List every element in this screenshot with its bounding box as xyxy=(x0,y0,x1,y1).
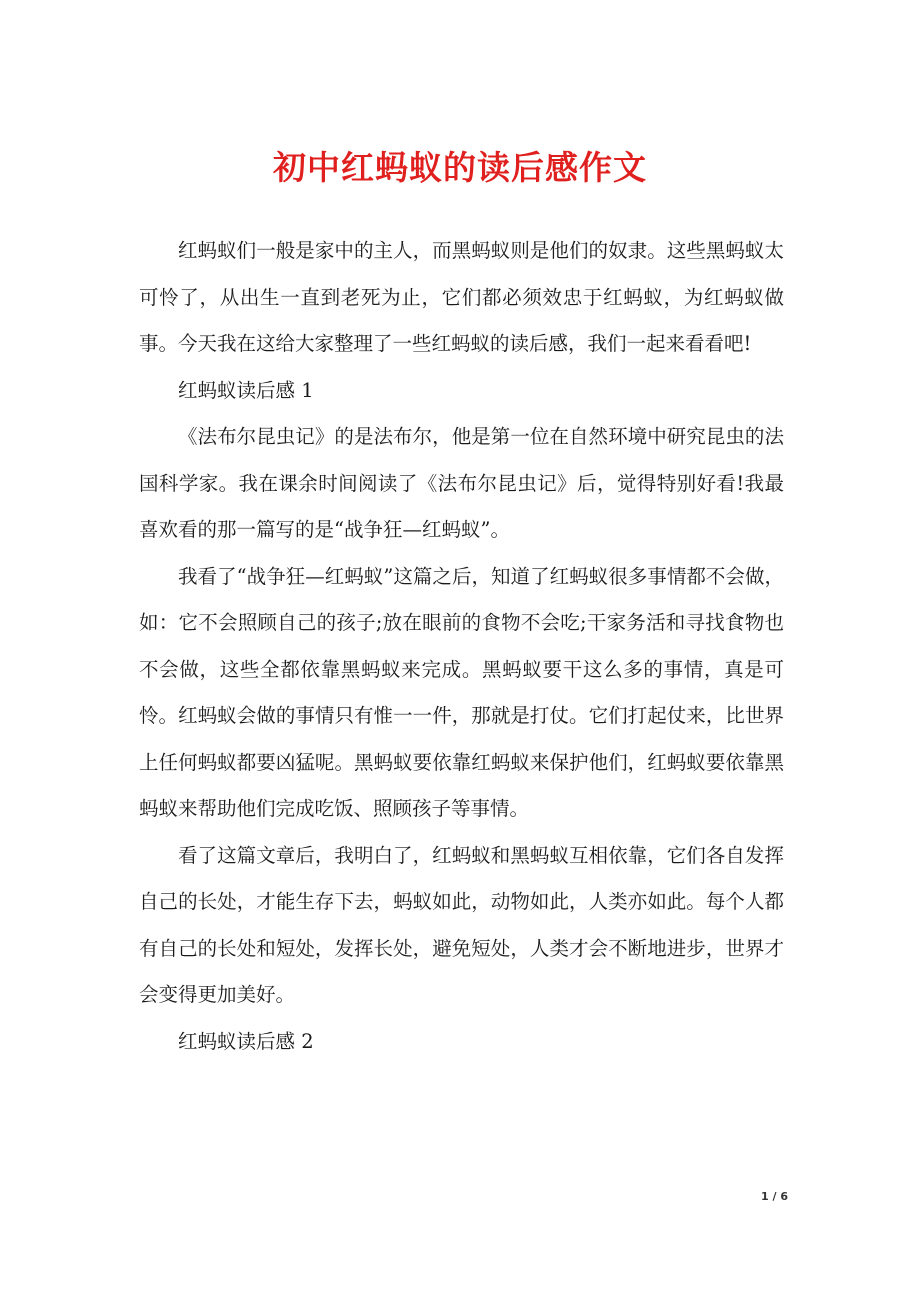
paragraph: 《法布尔昆虫记》的是法布尔，他是第一位在自然环境中研究昆虫的法国科学家。我在课余时间阅读了《法布尔昆虫记》后，觉得特别好看!我最喜欢看的那一篇写的是“战争狂—红蚂蚁”。 xyxy=(139,425,784,541)
section-heading-2: 红蚂蚁读后感 2 xyxy=(178,1029,314,1053)
document-title: 初中红蚂蚁的读后感作文 xyxy=(273,148,647,187)
paragraph: 我看了“战争狂—红蚂蚁”这篇之后，知道了红蚂蚁很多事情都不会做，如：它不会照顾自己的孩子;放在眼前的食物不会吃;干家务活和寻找食物也不会做，这些全都依靠黑蚂蚁来完成。黑蚂蚁要干这么多的事情，真是可怜。红蚂蚁会做的事情只有惟一一件，那就是打仗。它们打起仗来，比世界上任何蚂蚁都要凶猛呢。黑蚂蚁要依靠红蚂蚁来保护他们，红蚂蚁要依靠黑蚂蚁来帮助他们完成吃饭、照顾孩子等事情。 xyxy=(139,564,784,820)
section-heading-1: 红蚂蚁读后感 1 xyxy=(178,378,314,402)
paragraph: 看了这篇文章后，我明白了，红蚂蚁和黑蚂蚁互相依靠，它们各自发挥自己的长处，才能生存下去，蚂蚁如此，动物如此，人类亦如此。每个人都有自己的长处和短处，发挥长处，避免短处，人类才会不断地进步，世界才会变得更加美好。 xyxy=(139,843,784,1006)
paragraph-intro: 红蚂蚁们一般是家中的主人，而黑蚂蚁则是他们的奴隶。这些黑蚂蚁太可怜了，从出生一直到老死为止，它们都必须效忠于红蚂蚁，为红蚂蚁做事。今天我在这给大家整理了一些红蚂蚁的读后感，我们一起来看看吧! xyxy=(139,239,784,355)
page-number: 1 / 6 xyxy=(761,1190,788,1203)
document-body xyxy=(139,228,784,1065)
